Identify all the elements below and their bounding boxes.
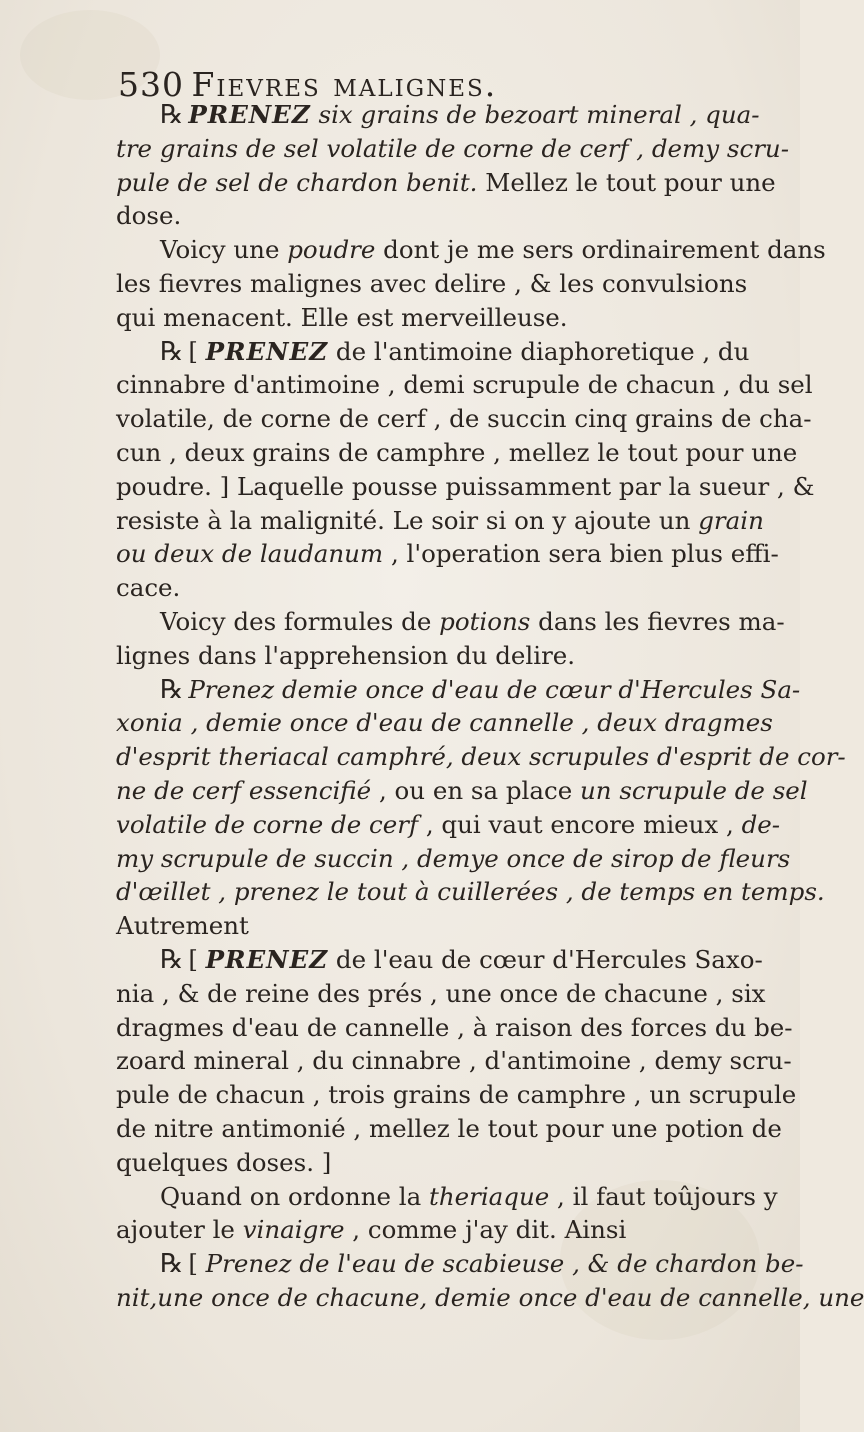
text-span: lignes dans l'apprehension du delire. <box>116 640 576 670</box>
text-span: un scrupule de sel <box>580 775 808 805</box>
text-span: PRENEZ <box>205 944 329 974</box>
text-span: nit,une once de chacune, demie once d'eau de cannelle, une <box>116 1282 864 1312</box>
recipe-symbol-icon: ℞ <box>160 944 181 975</box>
text-span: ne de cerf essencifié <box>116 775 372 805</box>
text-span: les fievres malignes avec delire , & les convulsions <box>116 268 748 298</box>
text-span: tre grains de sel volatile de corne de cerf , demy scru- <box>116 133 789 163</box>
text-span: Voicy des formules de <box>160 606 440 636</box>
text-span: ajouter le <box>116 1215 243 1245</box>
recipe-symbol-icon: ℞ <box>160 336 181 367</box>
text-line <box>116 98 788 132</box>
text-body <box>116 98 864 1315</box>
text-span: quelques doses. ] <box>116 1147 332 1177</box>
text-span: volatile de corne de cerf <box>116 809 419 839</box>
text-span: Voicy une <box>160 235 288 265</box>
text-line <box>116 233 826 267</box>
text-line <box>116 673 801 707</box>
text-line <box>116 470 815 504</box>
text-span: dans les fievres ma- <box>530 606 785 636</box>
text-line <box>116 504 788 538</box>
recipe-symbol-icon: ℞ <box>160 1249 181 1280</box>
text-line <box>116 774 808 808</box>
text-span: cinnabre d'antimoine , demi scrupule de chacun , du sel <box>116 370 813 400</box>
text-span: Mellez le tout pour une <box>477 167 776 197</box>
text-line <box>116 166 788 200</box>
text-span: [ <box>188 1249 206 1279</box>
text-span: , l'operation sera bien plus effi- <box>383 539 779 569</box>
text-line <box>116 943 788 977</box>
text-span: my scrupule de succin , demye once de sirop de fleurs <box>116 843 791 873</box>
text-span: poudre. ] Laquelle pousse puissamment par la sueur , & <box>116 471 815 501</box>
text-span: [ <box>188 944 206 974</box>
text-span: de- <box>741 809 781 839</box>
text-span: de l'eau de cœur d'Hercules Saxo- <box>328 944 763 974</box>
text-span: qui menacent. Elle est merveilleuse. <box>116 302 568 332</box>
text-span: , qui vaut encore mieux , <box>418 809 742 839</box>
text-span: Autrement <box>116 911 249 941</box>
text-span: PRENEZ <box>205 336 329 366</box>
text-span: Quand on ordonne la <box>160 1181 430 1211</box>
text-span: nia , & de reine des prés , une once de chacune , six <box>116 978 766 1008</box>
text-span: d'œillet , prenez le tout à cuillerées , de temps en temps. <box>116 877 825 907</box>
text-line <box>116 1180 788 1214</box>
text-line <box>116 639 788 673</box>
text-span: six grains de bezoart mineral , qua- <box>310 100 760 129</box>
text-span: , ou en sa place <box>371 775 581 805</box>
recipe-symbol-icon: ℞ <box>160 674 181 705</box>
text-span: potions <box>439 606 531 636</box>
text-line <box>116 842 791 876</box>
text-line <box>116 199 788 233</box>
text-line <box>116 132 788 166</box>
text-line <box>116 335 788 369</box>
text-line <box>116 605 788 639</box>
text-line <box>116 537 788 571</box>
text-line <box>116 1078 797 1112</box>
text-line <box>116 571 788 605</box>
text-line <box>116 1213 788 1247</box>
text-line <box>116 1281 864 1315</box>
text-span: pule de chacun , trois grains de camphre , un scrupule <box>116 1080 797 1110</box>
text-line <box>116 875 825 909</box>
text-span: Prenez de l'eau de scabieuse , & de chardon be- <box>205 1249 804 1279</box>
text-span: dont je me sers ordinairement dans <box>375 235 826 265</box>
text-line <box>116 267 788 301</box>
text-line <box>116 301 788 335</box>
page-number: 530 <box>118 65 184 104</box>
text-span: resiste à la malignité. Le soir si on y ajoute un <box>116 505 699 535</box>
text-line <box>116 1011 793 1045</box>
text-line <box>116 436 798 470</box>
running-title: Fievres malignes. <box>191 65 498 104</box>
text-line <box>116 1044 792 1078</box>
text-span: cun , deux grains de camphre , mellez le tout pour une <box>116 437 798 467</box>
text-span: dragmes d'eau de cannelle , à raison des forces du be- <box>116 1012 793 1042</box>
text-line <box>116 402 812 436</box>
text-span: [ <box>188 336 206 366</box>
text-line <box>116 368 813 402</box>
text-line <box>116 1247 804 1281</box>
text-span: vinaigre <box>242 1215 345 1245</box>
text-line <box>116 808 788 842</box>
text-line <box>116 740 846 774</box>
text-line <box>116 1146 788 1180</box>
text-span: grain <box>698 505 764 535</box>
text-span: de nitre antimonié , mellez le tout pour une potion de <box>116 1113 782 1143</box>
text-span: , comme j'ay dit. Ainsi <box>344 1215 627 1245</box>
text-line <box>116 706 788 740</box>
text-span: theriaque <box>429 1181 550 1211</box>
recipe-symbol-icon: ℞ <box>160 100 181 130</box>
text-span: zoard mineral , du cinnabre , d'antimoine , demy scru- <box>116 1046 792 1076</box>
text-span: d'esprit theriacal camphré, deux scrupules d'esprit de cor- <box>116 742 846 772</box>
text-span: dose. <box>116 201 182 231</box>
text-line <box>116 977 788 1011</box>
text-span: ou deux de laudanum <box>116 539 384 569</box>
text-span: cace. <box>116 573 181 603</box>
text-span: , il faut toûjours y <box>549 1181 778 1211</box>
text-span: PRENEZ <box>188 100 311 129</box>
text-span: de l'antimoine diaphoretique , du <box>328 336 750 366</box>
text-line <box>116 1112 788 1146</box>
text-span: volatile, de corne de cerf , de succin cinq grains de cha- <box>116 404 812 434</box>
text-line <box>116 909 788 943</box>
text-span: pule de sel de chardon benit. <box>116 167 478 197</box>
text-span: Prenez demie once d'eau de cœur d'Hercules Sa- <box>188 674 801 704</box>
text-span: xonia , demie once d'eau de cannelle , deux dragmes <box>116 708 773 738</box>
text-span: poudre <box>287 235 376 265</box>
